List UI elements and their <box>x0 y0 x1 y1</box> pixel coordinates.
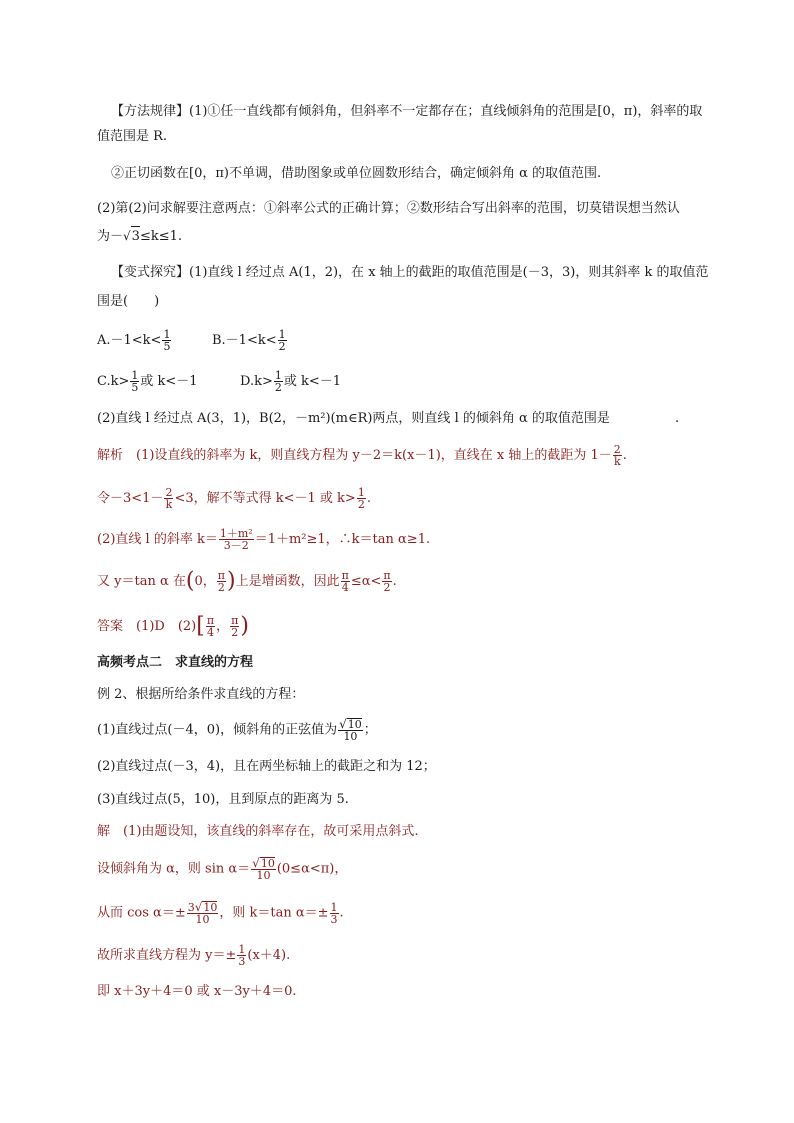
method-rule-text-1: (1)①任一直线都有倾斜角，但斜率不一定都存在；直线倾斜角的范围是[0，π)，斜率的取 <box>189 104 703 119</box>
solution-line-3: 从而 cos α＝± $\frac{3√10}{10}$ ，则 k＝tan α＝± $\frac{1}{3}$ . <box>97 900 344 926</box>
sqrt-3: 3 <box>131 226 140 247</box>
solution-line-1: 解 (1)由题设知，该直线的斜率存在，故可采用点斜式. <box>97 824 419 839</box>
method-rule-line-1 <box>97 102 717 122</box>
solution-line-4: 故所求直线方程为 y＝± $\frac{1}{3}$ (x＋4). <box>97 943 291 968</box>
variant-q2: (2)直线 l 经过点 A(3，1)，B(2，－m²)(m∈R)两点，则直线 l 的倾斜角 α 的取值范围是 . <box>97 411 680 426</box>
variant-heading: 【变式探究】 <box>111 265 190 280</box>
analysis-line-4: 又 y＝tan α 在(0， $\frac{\pi}{2}$ )上是增函数，因此 $\frac{\pi}{4}$ ≤α< $\frac{\pi}{2}$ . <box>97 568 397 594</box>
answer-line: 答案 (1)D (2)[ $\frac{\pi}{4}$ ， $\frac{\pi}{2}$ ) <box>97 613 249 639</box>
option-a: A.－1<k< $\frac{1}{5}$ <box>97 328 171 353</box>
section-heading: 高频考点二 求直线的方程 <box>97 655 254 670</box>
method-rule-line-4: (2)第(2)问求解要注意两点：①斜率公式的正确计算；②数形结合写出斜率的范围，切莫错误想当然认 <box>97 201 680 216</box>
options-row-cd <box>97 370 717 393</box>
option-d: D.k> $\frac{1}{2}$ 或 k<－1 <box>240 369 342 394</box>
method-rule-line-2: 值范围是 R. <box>97 129 168 144</box>
solution-line-5: 即 x＋3y＋4＝0 或 x－3y＋4＝0. <box>97 984 297 999</box>
method-rule-line-5: 为－√3≤k≤1. <box>97 226 717 247</box>
method-rule-line-3: ②正切函数在[0，π)不单调，借助图象或单位圆数形结合，确定倾斜角 α 的取值范围. <box>111 166 602 181</box>
variant-line-2: 围是( ) <box>97 294 160 309</box>
option-b: B.－1<k< $\frac{1}{2}$ <box>212 328 286 353</box>
condition-2: (2)直线过点(－3，4)，且在两坐标轴上的截距之和为 12； <box>97 759 436 774</box>
options-row-ab <box>97 329 717 352</box>
analysis-line-3: (2)直线 l 的斜率 k＝ $\frac{\text{1＋m²}}{3-2}$ ＝1＋m²≥1，∴k＝tan α≥1. <box>97 527 431 552</box>
method-rule-heading: 【方法规律】 <box>111 104 190 119</box>
analysis-line-2: 令－3<1－ $\frac{2}{k}$ <3，解不等式得 k<－1 或 k> $\frac{1}{2}$ . <box>97 486 371 511</box>
condition-1: (1)直线过点(－4，0)，倾斜角的正弦值为 $\frac{√10}{10}$ ； <box>97 717 377 743</box>
solution-line-2: 设倾斜角为 α，则 sin α＝ $\frac{√10}{10}$ (0≤α<π)， <box>97 856 348 882</box>
option-c: C.k> $\frac{1}{5}$ 或 k<－1 <box>97 369 198 394</box>
condition-3: (3)直线过点(5，10)，且到原点的距离为 5. <box>97 792 349 807</box>
analysis-line-1: 解析 (1)设直线的斜率为 k，则直线方程为 y－2＝k(x－1)，直线在 x 轴上的截距为 1－ $\frac{2}{k}$ . <box>97 443 627 468</box>
variant-line-1: 【变式探究】(1)直线 l 经过点 A(1，2)，在 x 轴上的截距的取值范围是(－3，3)，则其斜率 k 的取值范 <box>111 265 709 280</box>
example-2: 例 2、根据所给条件求直线的方程： <box>97 687 305 702</box>
